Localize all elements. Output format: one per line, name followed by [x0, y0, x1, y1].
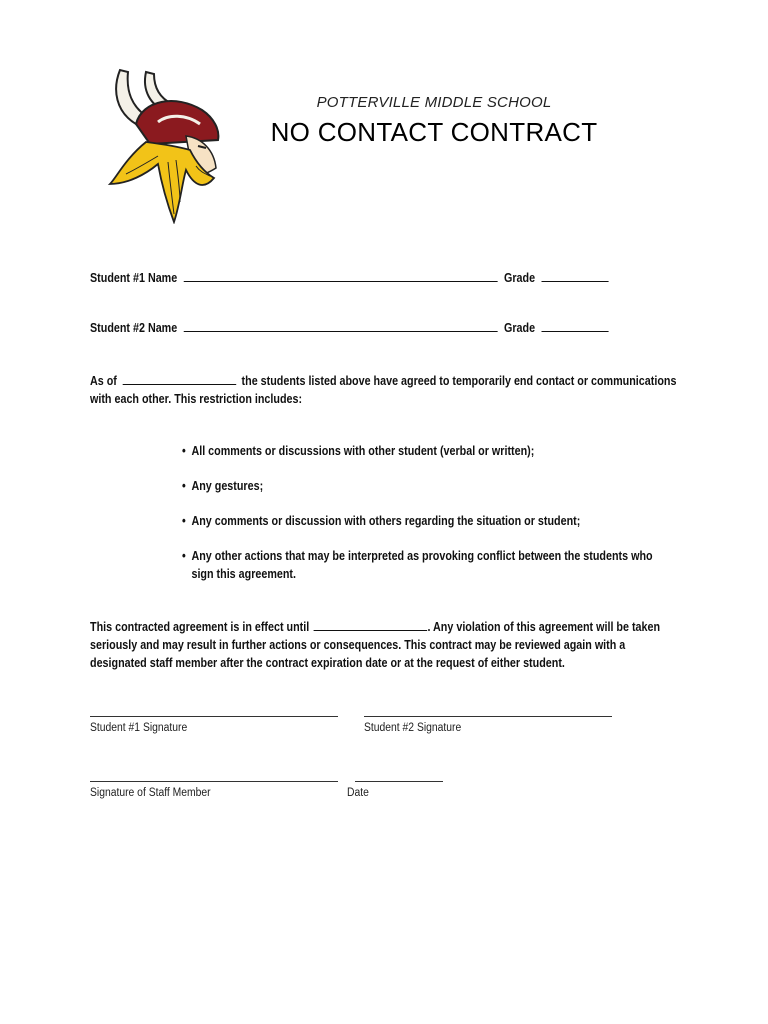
- date-line[interactable]: [355, 781, 443, 782]
- effect-paragraph: [90, 618, 683, 672]
- date-label: Date: [347, 787, 369, 799]
- student1-grade-label: Grade: [503, 271, 536, 285]
- student2-grade-line[interactable]: [542, 320, 609, 332]
- as-of-date-line[interactable]: [122, 373, 236, 385]
- document-title: NO CONTACT CONTRACT: [270, 117, 598, 147]
- list-item: • All comments or discussions with other student (verbal or written);: [182, 444, 535, 458]
- student2-grade-label: Grade: [503, 321, 536, 335]
- bullet-icon: •: [182, 444, 186, 458]
- effect-text: . Any violation of this agreement will be taken seriously and may result in further actions or consequences. This contract may be reviewed again with a designated staff member after the contract expiration date or at the request of either student.: [90, 620, 661, 670]
- student1-name-line[interactable]: [184, 270, 498, 282]
- list-item: • Any other actions that may be interpreted as provoking conflict between the students who sign this agreement.: [182, 549, 653, 581]
- intro-text: the students listed above have agreed to temporarily end contact or communications with each other. This restriction includes:: [90, 374, 677, 406]
- list-item: • Any gestures;: [182, 479, 264, 493]
- student2-name-line[interactable]: [184, 320, 498, 332]
- staff-signature-label: Signature of Staff Member: [90, 787, 211, 799]
- effect-prefix: This contracted agreement is in effect until: [90, 620, 310, 634]
- list-item: • Any comments or discussion with others regarding the situation or student;: [182, 514, 581, 528]
- school-name: POTTERVILLE MIDDLE SCHOOL: [316, 94, 552, 111]
- student2-name-label: Student #2 Name: [90, 321, 178, 335]
- student2-signature-label: Student #2 Signature: [364, 722, 462, 734]
- staff-signature-line[interactable]: [90, 781, 338, 782]
- student2-row: [90, 320, 609, 335]
- bullet-icon: •: [182, 514, 186, 528]
- student2-signature-line[interactable]: [364, 716, 612, 717]
- as-of-label: As of: [90, 374, 117, 388]
- student1-grade-line[interactable]: [542, 270, 609, 282]
- restrictions-list: [182, 442, 664, 583]
- student1-signature-line[interactable]: [90, 716, 338, 717]
- student1-signature-label: Student #1 Signature: [90, 722, 188, 734]
- bullet-icon: •: [182, 479, 186, 493]
- student1-row: [90, 270, 609, 285]
- effect-until-date-line[interactable]: [314, 619, 428, 631]
- intro-paragraph: [90, 372, 683, 408]
- bullet-icon: •: [182, 549, 186, 563]
- student1-name-label: Student #1 Name: [90, 271, 178, 285]
